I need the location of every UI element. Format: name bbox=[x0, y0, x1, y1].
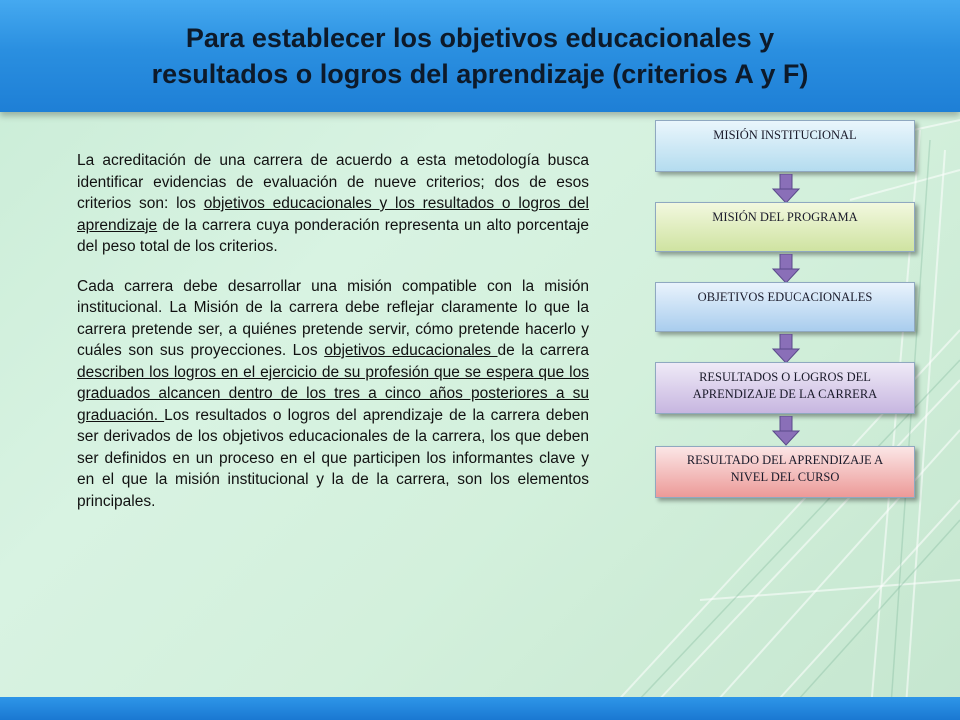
box-5-label-line-1: RESULTADO DEL APRENDIZAJE A bbox=[686, 453, 884, 467]
p2-text-c: Los resultados o logros del aprendizaje de la carrera deben ser derivados de los objetivos educacionales de la carrera, los que deben ser definidos en un proceso en el que participen los informantes clave y en el que la misión institucional y la de la carrera, son los elementos principales. bbox=[77, 406, 589, 510]
p2-underlined-2: describen los logros en el ejercicio de su profesión que se espera que los graduados alcancen dentro de los tres a cinco años posteriores a su graduación. bbox=[77, 363, 589, 424]
body-text bbox=[77, 150, 589, 530]
box-resultados-carrera bbox=[655, 362, 915, 414]
p1-text-a: La acreditación de una carrera de acuerdo a esta metodología busca identificar evidencias de evaluación de nueve criterios; dos de esos criterios son: los bbox=[77, 152, 589, 212]
p2-underlined-1: objetivos educacionales bbox=[324, 342, 498, 359]
p2-text-b: de la carrera bbox=[497, 342, 590, 359]
box-3-label: OBJETIVOS EDUCACIONALES bbox=[697, 290, 873, 304]
title-line-2: resultados o logros del aprendizaje (criterios A y F) bbox=[151, 59, 809, 89]
box-mision-institucional bbox=[655, 120, 915, 172]
box-5-label-line-2: NIVEL DEL CURSO bbox=[730, 470, 840, 484]
down-arrow-icon bbox=[771, 254, 801, 284]
page-title bbox=[70, 20, 890, 92]
down-arrow-icon bbox=[771, 174, 801, 204]
box-objetivos-educacionales bbox=[655, 282, 915, 332]
box-4-label-line-1: RESULTADOS O LOGROS DEL bbox=[699, 370, 871, 384]
title-line-1: Para establecer los objetivos educacionales y bbox=[185, 23, 775, 53]
box-2-label: MISIÓN DEL PROGRAMA bbox=[712, 210, 858, 224]
p1-text-b: de la carrera cuya ponderación representa un alto porcentaje del peso total de los criterios. bbox=[77, 216, 589, 255]
p1-underlined: objetivos educacionales y los resultados o logros del aprendizaje bbox=[77, 195, 589, 234]
box-resultado-curso bbox=[655, 446, 915, 498]
p2-text-a: Cada carrera debe desarrollar una misión compatible con la misión institucional. La Misión de la carrera debe reflejar claramente lo que la carrera pretende ser, a quiénes pretende servir, cómo pretende hacerlo y cuáles son sus proyecciones. Los bbox=[77, 277, 589, 359]
box-4-label-line-2: APRENDIZAJE DE LA CARRERA bbox=[692, 387, 878, 401]
box-1-label: MISIÓN INSTITUCIONAL bbox=[713, 128, 857, 142]
down-arrow-icon bbox=[771, 334, 801, 364]
paragraph-1 bbox=[77, 150, 589, 258]
box-mision-programa bbox=[655, 202, 915, 252]
down-arrow-icon bbox=[771, 416, 801, 446]
paragraph-2 bbox=[77, 276, 589, 513]
title-banner bbox=[0, 0, 960, 112]
footer-bar bbox=[0, 697, 960, 720]
